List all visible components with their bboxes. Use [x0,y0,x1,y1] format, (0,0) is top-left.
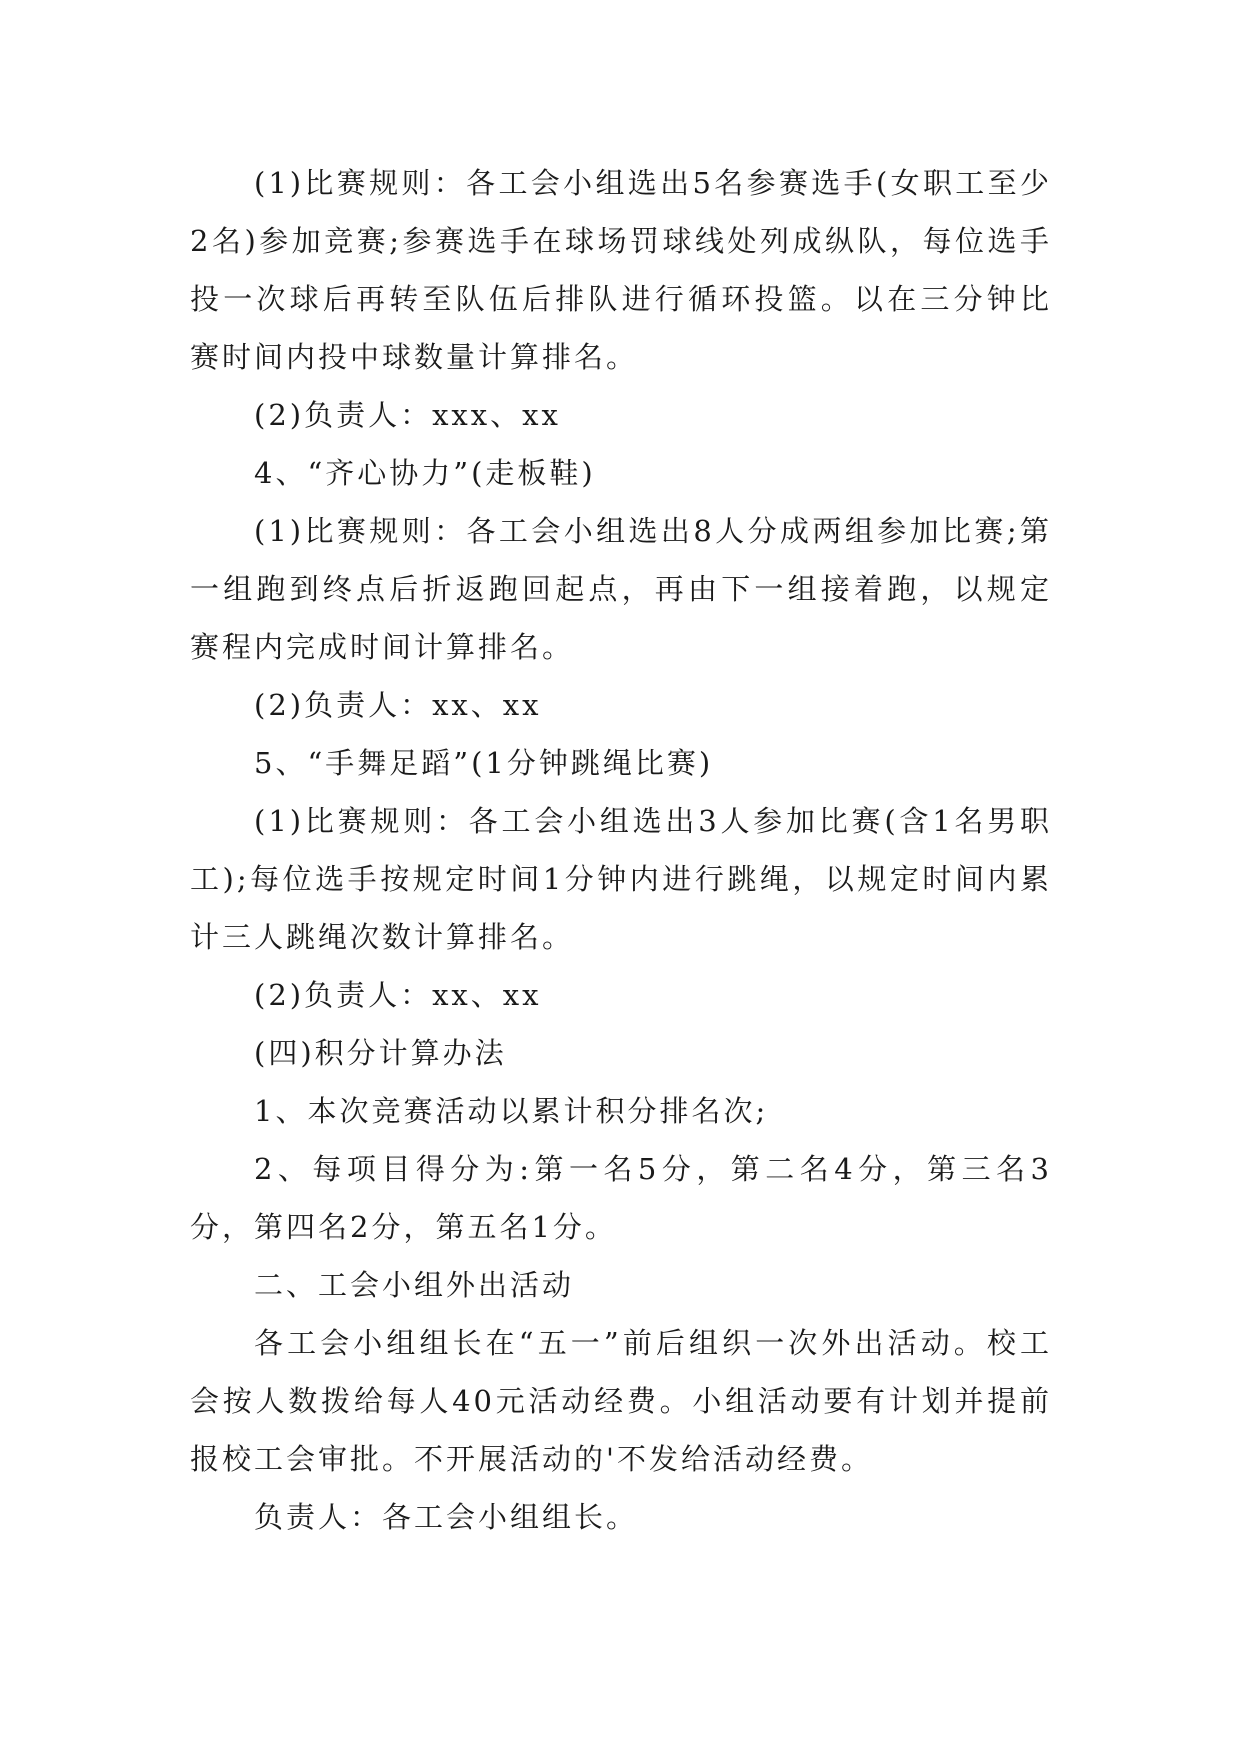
paragraph-outing-description: 各工会小组组长在“五一”前后组织一次外出活动。校工会按人数拨给每人40元活动经费。小组活动要有计划并提前报校工会审批。不开展活动的'不发给活动经费。 [190,1326,1052,1476]
paragraph-person-in-charge-rope-skipping: (2)负责人：xx、xx [254,978,542,1012]
heading-item-5: 5、“手舞足蹈”(1分钟跳绳比赛) [254,746,714,780]
paragraph-person-in-charge-board-shoes: (2)负责人：xx、xx [254,688,542,722]
heading-scoring-method: (四)积分计算办法 [254,1036,507,1070]
paragraph-rule-basketball: (1)比赛规则：各工会小组选出5名参赛选手(女职工至少2名)参加竞赛;参赛选手在球场罚球线处列成纵队，每位选手投一次球后再转至队伍后排队进行循环投篮。以在三分钟比赛时间内投中球数量计算排名。 [190,166,1052,374]
paragraph-person-in-charge-basketball: (2)负责人：xxx、xx [254,398,561,432]
paragraph-rule-rope-skipping: (1)比赛规则：各工会小组选出3人参加比赛(含1名男职工);每位选手按规定时间1分钟内进行跳绳，以规定时间内累计三人跳绳次数计算排名。 [190,804,1052,954]
paragraph-outing-person-in-charge: 负责人：各工会小组组长。 [254,1500,639,1534]
paragraph-scoring-rule-2: 2、每项目得分为:第一名5分，第二名4分，第三名3分，第四名2分，第五名1分。 [190,1152,1052,1244]
paragraph-scoring-rule-1: 1、本次竞赛活动以累计积分排名次; [254,1094,769,1128]
heading-outing-activity: 二、工会小组外出活动 [254,1268,575,1302]
paragraph-rule-board-shoes: (1)比赛规则：各工会小组选出8人分成两组参加比赛;第一组跑到终点后折返跑回起点，再由下一组接着跑，以规定赛程内完成时间计算排名。 [190,514,1052,664]
heading-item-4: 4、“齐心协力”(走板鞋) [254,456,596,490]
document-body [190,154,1052,1546]
